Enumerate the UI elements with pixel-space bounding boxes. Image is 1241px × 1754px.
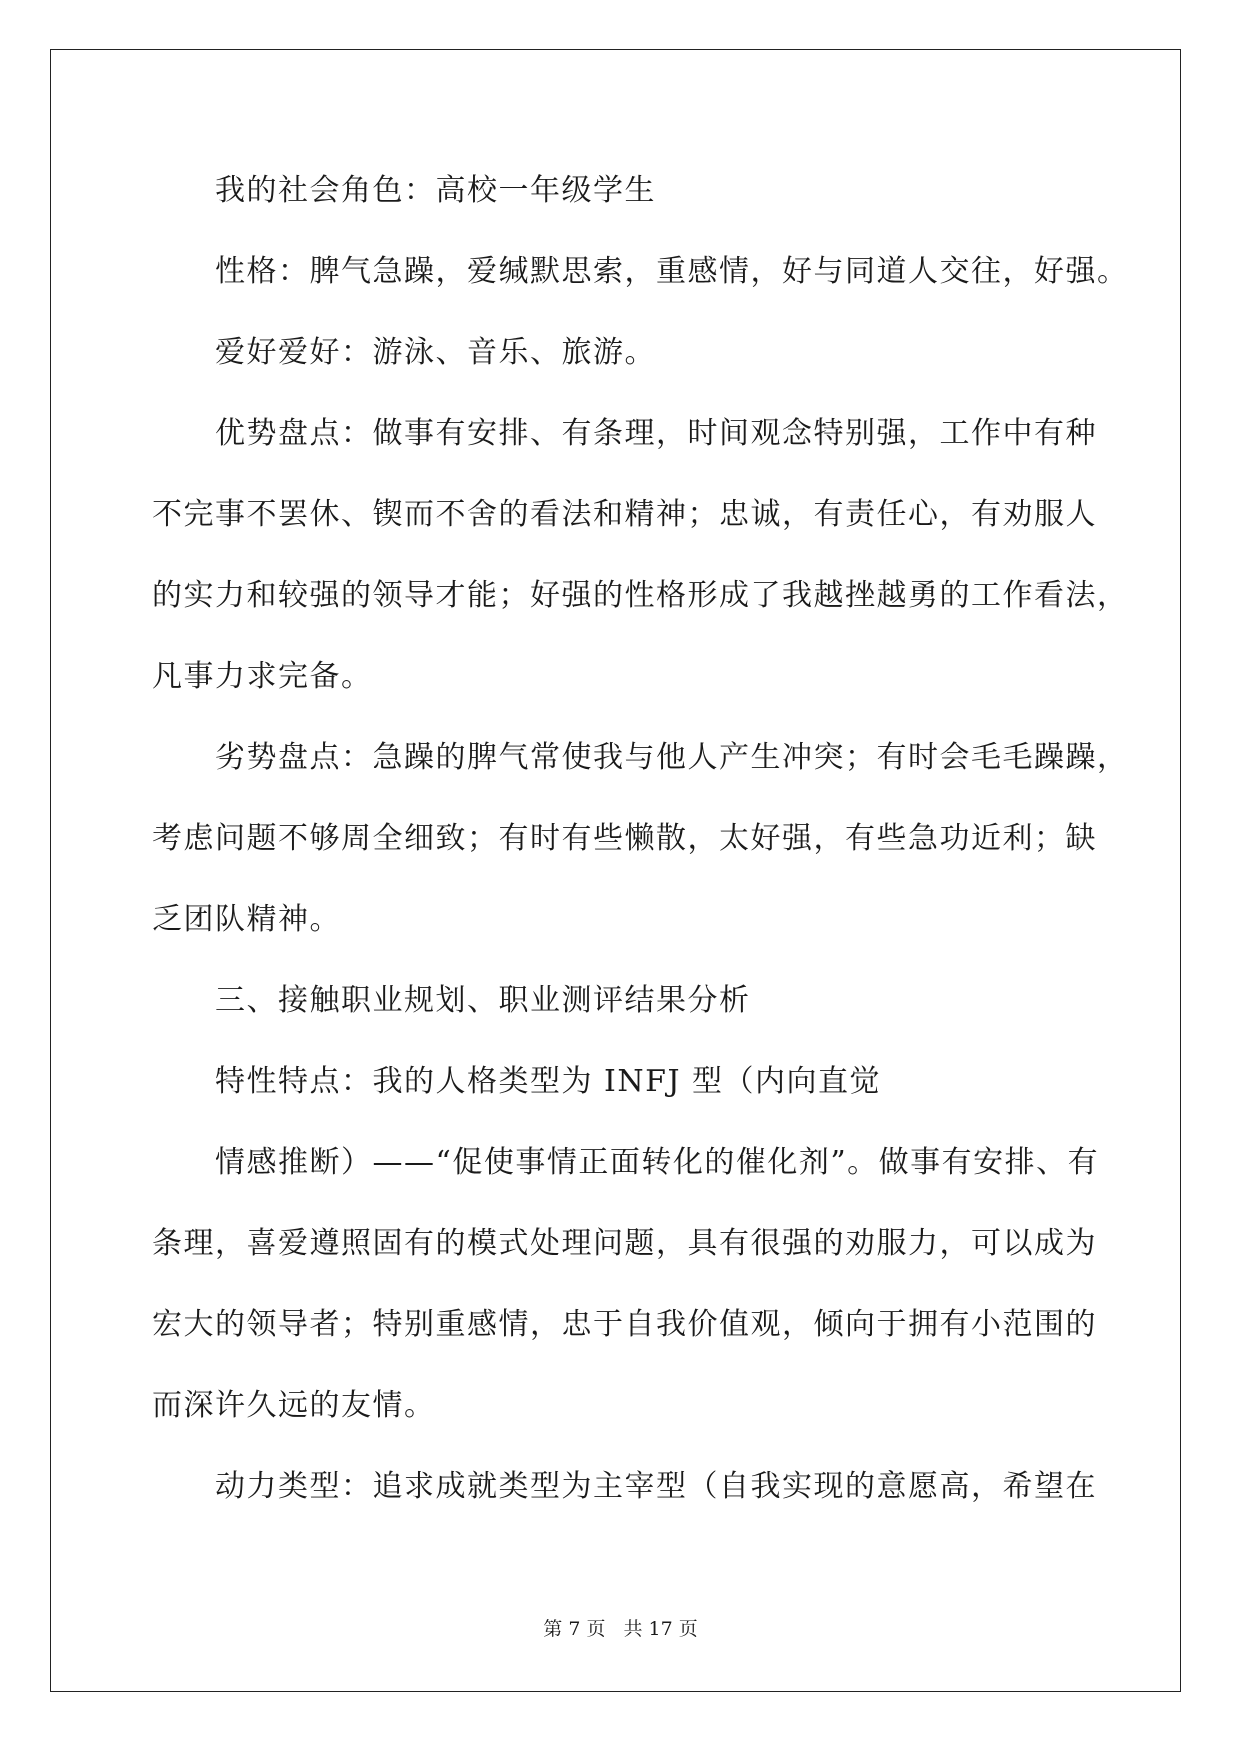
- page-footer: [0, 1614, 1241, 1641]
- text-line: 条理，喜爱遵照固有的模式处理问题，具有很强的劝服力，可以成为: [152, 1226, 1097, 1261]
- text-line: 劣势盘点：急躁的脾气常使我与他人产生冲突；有时会毛毛躁躁，: [215, 740, 1129, 775]
- text-line: 不完事不罢休、锲而不舍的看法和精神；忠诚，有责任心，有劝服人: [152, 497, 1097, 532]
- text-line: 性格：脾气急躁，爱缄默思索，重感情，好与同道人交往，好强。: [215, 254, 1129, 289]
- page-total: 共 17 页: [623, 1618, 698, 1640]
- text-line: 考虑问题不够周全细致；有时有些懒散，太好强，有些急功近利；缺: [152, 821, 1097, 856]
- text-line: 的实力和较强的领导才能；好强的性格形成了我越挫越勇的工作看法，: [152, 578, 1129, 613]
- page-number: 第 7 页: [543, 1618, 606, 1640]
- text-line: 三、接触职业规划、职业测评结果分析: [215, 983, 751, 1018]
- document-body: [152, 158, 1129, 1535]
- text-line: 凡事力求完备。: [152, 659, 373, 694]
- text-line: 乏团队精神。: [152, 902, 341, 937]
- text-line: 动力类型：追求成就类型为主宰型（自我实现的意愿高，希望在: [215, 1469, 1097, 1504]
- text-line: 爱好爱好：游泳、音乐、旅游。: [215, 335, 656, 370]
- text-line: 优势盘点：做事有安排、有条理，时间观念特别强，工作中有种: [215, 416, 1097, 451]
- text-line: 特性特点：我的人格类型为 INFJ 型（内向直觉: [215, 1064, 882, 1099]
- text-line: 而深许久远的友情。: [152, 1388, 436, 1423]
- text-line: 情感推断）——“促使事情正面转化的催化剂”。做事有安排、有: [215, 1145, 1100, 1180]
- text-line: 我的社会角色：高校一年级学生: [215, 173, 656, 208]
- text-line: 宏大的领导者；特别重感情，忠于自我价值观，倾向于拥有小范围的: [152, 1307, 1097, 1342]
